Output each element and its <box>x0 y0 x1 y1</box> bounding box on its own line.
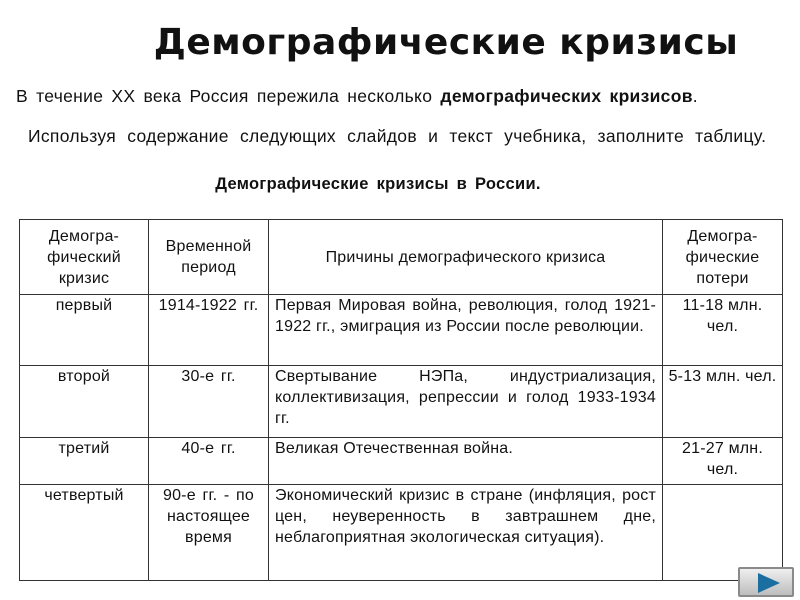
play-triangle-icon <box>758 573 780 593</box>
table-row <box>20 438 783 485</box>
cell-causes: Первая Мировая война, революция, голод 1921-1922 гг., эмиграция из России после революции. <box>269 295 663 366</box>
cell-crisis: второй <box>20 366 149 438</box>
cell-losses: 11-18 млн. чел. <box>663 295 783 366</box>
header-crisis: Демогра-фический кризис <box>20 220 149 295</box>
cell-crisis: первый <box>20 295 149 366</box>
cell-causes: Экономический кризис в стране (инфляция, рост цен, неуверенность в завтрашнем дне, неблагоприятная экологическая ситуация). <box>269 485 663 581</box>
header-causes: Причины демографического кризиса <box>269 220 663 295</box>
cell-losses: 21-27 млн. чел. <box>663 438 783 485</box>
intro-emphasis: демографических кризисов <box>440 86 693 106</box>
cell-crisis: четвертый <box>20 485 149 581</box>
table-row <box>20 485 783 581</box>
table-caption: Демографические кризисы в России. <box>215 175 541 193</box>
cell-causes: Великая Отечественная война. <box>269 438 663 485</box>
intro-end: . <box>692 86 698 106</box>
table-row <box>20 295 783 366</box>
cell-period: 30-е гг. <box>149 366 269 438</box>
header-losses: Демогра-фические потери <box>663 220 783 295</box>
crisis-table <box>19 219 783 581</box>
header-period: Временной период <box>149 220 269 295</box>
page-title: Демографические кризисы <box>153 22 739 63</box>
cell-period: 90-е гг. - по настоящее время <box>149 485 269 581</box>
table-row <box>20 366 783 438</box>
instruction-text: Используя содержание следующих слайдов и текст учебника, заполните таблицу. <box>28 126 767 146</box>
cell-losses: 5-13 млн. чел. <box>663 366 783 438</box>
next-slide-button[interactable] <box>738 567 794 597</box>
intro-text: В течение XX века Россия пережила несколько <box>16 86 441 106</box>
cell-causes: Свертывание НЭПа, индустриализация, коллективизация, репрессии и голод 1933-1934 гг. <box>269 366 663 438</box>
table-header-row <box>20 220 783 295</box>
cell-period: 40-е гг. <box>149 438 269 485</box>
intro-paragraph <box>16 86 796 107</box>
cell-period: 1914-1922 гг. <box>149 295 269 366</box>
cell-crisis: третий <box>20 438 149 485</box>
